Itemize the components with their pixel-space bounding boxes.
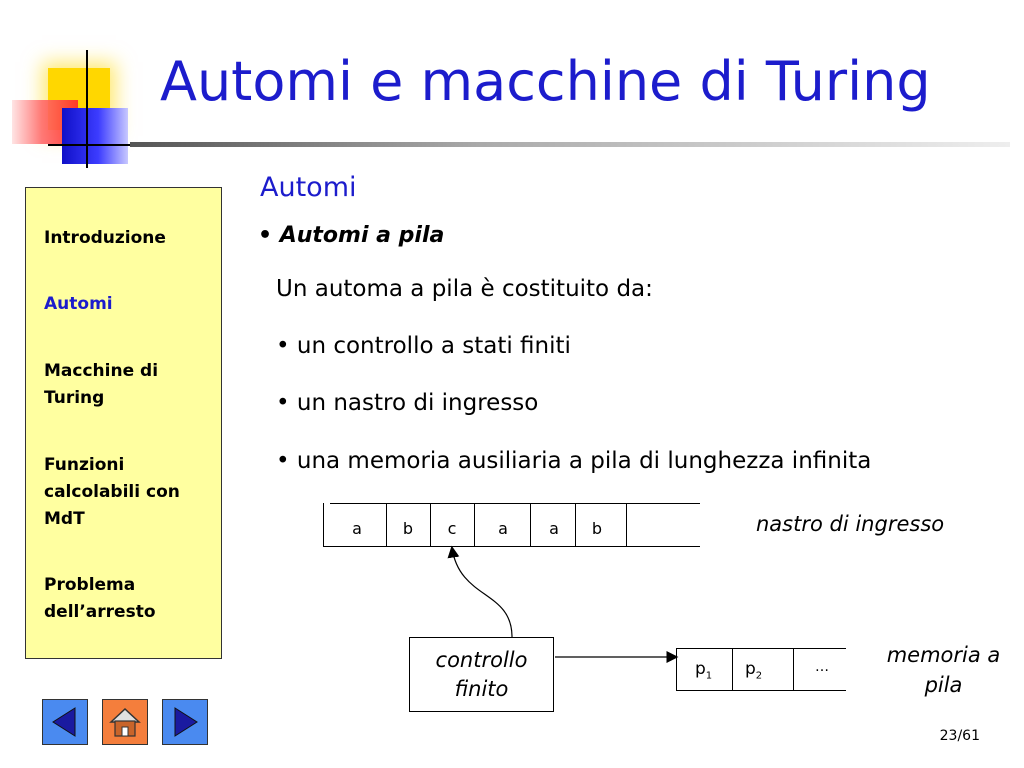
sidebar-item-automi[interactable]: Automi <box>44 294 113 314</box>
stack-separator <box>676 648 677 690</box>
stack-top-line <box>676 648 846 649</box>
slide-title: Automi e macchine di Turing <box>160 50 931 113</box>
stack-cell: $p_2$ <box>745 659 763 682</box>
sidebar-item-problema-arresto[interactable]: Problema dell’arresto <box>44 575 156 622</box>
sidebar-item-macchine-di-turing[interactable]: Macchine di Turing <box>44 361 159 408</box>
list-item: • un controllo a stati finiti <box>276 333 571 359</box>
stack-separator <box>732 648 733 690</box>
tape-cell: b <box>591 519 603 538</box>
home-icon <box>103 700 147 744</box>
page-number: 23/61 <box>939 728 980 744</box>
tape-label: nastro di ingresso <box>756 512 945 536</box>
tape-cell: c <box>447 519 457 538</box>
tape-cell: b <box>402 519 414 538</box>
next-button[interactable] <box>162 699 208 745</box>
list-item: • un nastro di ingresso <box>276 390 539 416</box>
stack-separator <box>793 648 794 690</box>
stack-label: memoria a pila <box>886 643 1001 697</box>
right-triangle-icon <box>163 700 207 744</box>
sidebar-item-introduzione[interactable]: Introduzione <box>44 228 166 248</box>
stack-bottom-line <box>676 690 846 691</box>
tape-cell: a <box>549 519 559 538</box>
section-heading: Automi <box>260 172 357 203</box>
stack-cell: $p_1$ <box>695 659 713 682</box>
bullet-heading: • Automi a pila <box>258 223 445 248</box>
intro-text: Un automa a pila è costituito da: <box>276 276 653 302</box>
tape-cell: a <box>352 519 362 538</box>
prev-button[interactable] <box>42 699 88 745</box>
control-box: controllo finito <box>409 637 554 712</box>
home-button[interactable] <box>102 699 148 745</box>
left-triangle-icon <box>43 700 87 744</box>
control-to-tape-arrow <box>452 548 512 637</box>
stack-cell: … <box>815 659 829 675</box>
sidebar-item-funzioni-calcolabili[interactable]: Funzioni calcolabili con MdT <box>44 455 180 529</box>
list-item: • una memoria ausiliaria a pila di lunghezza infinita <box>276 448 872 474</box>
tape-cell: a <box>498 519 508 538</box>
